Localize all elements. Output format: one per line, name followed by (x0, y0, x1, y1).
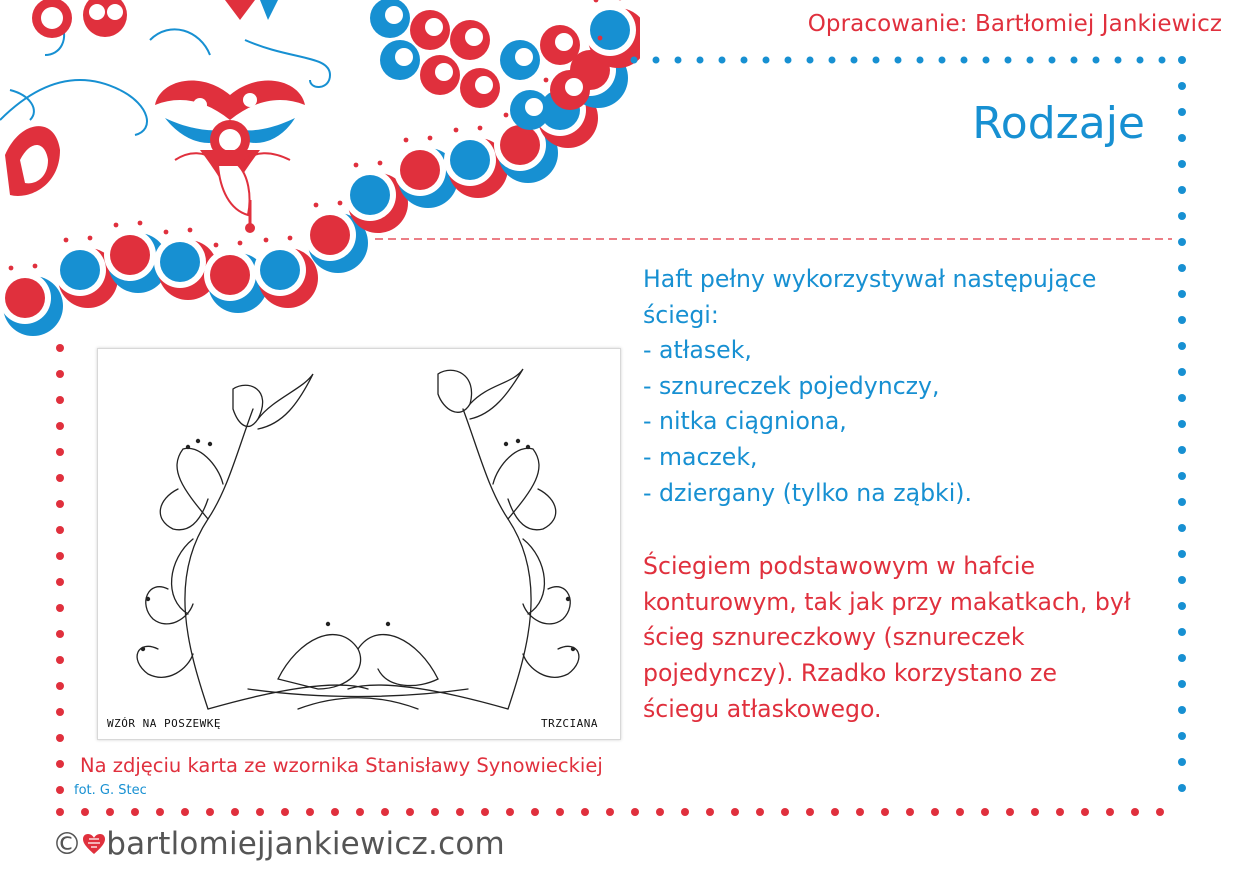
frame-dot (631, 57, 638, 64)
frame-dot (829, 57, 836, 64)
frame-dot (56, 604, 64, 612)
frame-dot (906, 808, 914, 816)
frame-dot (506, 808, 514, 816)
frame-dot (606, 808, 614, 816)
frame-dot (56, 760, 64, 768)
text-line: Ściegiem podstawowym w hafcie (643, 552, 1035, 581)
frame-dot (106, 808, 114, 816)
outline-paragraph (643, 549, 1203, 727)
frame-dot (56, 448, 64, 456)
heart-icon (82, 826, 106, 862)
frame-dot (1178, 134, 1186, 142)
copyright-symbol: © (52, 827, 83, 862)
frame-dot (731, 808, 739, 816)
frame-dot (983, 57, 990, 64)
frame-dot (1137, 57, 1144, 64)
frame-dot (939, 57, 946, 64)
stitch-list (643, 262, 1203, 511)
frame-dot (56, 578, 64, 586)
frame-dot (406, 808, 414, 816)
photo-credit: fot. G. Stec (74, 783, 147, 798)
frame-dot (56, 786, 64, 794)
frame-dot (56, 422, 64, 430)
frame-dot (1106, 808, 1114, 816)
frame-dot (1056, 808, 1064, 816)
list-item: - sznureczek pojedynczy, (643, 371, 940, 400)
frame-dot (1081, 808, 1089, 816)
website-link[interactable]: bartlomiejjankiewicz.com (106, 826, 505, 862)
frame-dot (456, 808, 464, 816)
list-item: - maczek, (643, 442, 758, 471)
author-credit: Opracowanie: Bartłomiej Jankiewicz (807, 11, 1222, 37)
frame-dot (431, 808, 439, 816)
frame-dot (306, 808, 314, 816)
frame-dot (1178, 56, 1186, 64)
frame-dot (1178, 212, 1186, 220)
frame-dot (1156, 808, 1164, 816)
frame-dot (56, 708, 64, 716)
text-line: pojedynczy). Rzadko korzystano ze (643, 658, 1057, 687)
frame-dot (856, 808, 864, 816)
frame-dot (785, 57, 792, 64)
frame-dot (1178, 784, 1186, 792)
frame-dot (806, 808, 814, 816)
description-text (643, 262, 1203, 727)
frame-dot (56, 474, 64, 482)
frame-dot (231, 808, 239, 816)
text-line: ściegi: (643, 300, 719, 329)
wreath-drawing (98, 349, 620, 739)
frame-dot (256, 808, 264, 816)
frame-dot (481, 808, 489, 816)
frame-dot (56, 344, 64, 352)
frame-dot (706, 808, 714, 816)
frame-dot (56, 500, 64, 508)
frame-dot (831, 808, 839, 816)
frame-dot (556, 808, 564, 816)
frame-dot (531, 808, 539, 816)
frame-dot (675, 57, 682, 64)
frame-dot (56, 370, 64, 378)
frame-dot (741, 57, 748, 64)
frame-dot (1178, 186, 1186, 194)
frame-dot (56, 656, 64, 664)
frame-dot (756, 808, 764, 816)
frame-dot (1178, 238, 1186, 246)
frame-dot (1031, 808, 1039, 816)
frame-dot (763, 57, 770, 64)
frame-dot (807, 57, 814, 64)
website-footer (52, 826, 505, 862)
text-line: ścieg sznureczkowy (sznureczek (643, 623, 1025, 652)
frame-dot (331, 808, 339, 816)
frame-dot (1027, 57, 1034, 64)
text-line: ściegu atłaskowego. (643, 694, 882, 723)
frame-dot (851, 57, 858, 64)
frame-dot (1178, 160, 1186, 168)
frame-dot (697, 57, 704, 64)
frame-dot (656, 808, 664, 816)
frame-dot (917, 57, 924, 64)
frame-dot (56, 526, 64, 534)
frame-dot (131, 808, 139, 816)
frame-dot (581, 808, 589, 816)
text-line: konturowym, tak jak przy makatkach, był (643, 587, 1131, 616)
list-item: - atłasek, (643, 336, 752, 365)
frame-dot (56, 396, 64, 404)
frame-dot (1049, 57, 1056, 64)
frame-dot (681, 808, 689, 816)
frame-dot (56, 552, 64, 560)
frame-dot (1131, 808, 1139, 816)
frame-dot (931, 808, 939, 816)
frame-dot (719, 57, 726, 64)
photo-caption: Na zdjęciu karta ze wzornika Stanisławy Synowieckiej (80, 754, 603, 777)
frame-dot (1006, 808, 1014, 816)
frame-dot (56, 682, 64, 690)
frame-dot (1005, 57, 1012, 64)
frame-dot (895, 57, 902, 64)
pattern-card-image (97, 348, 621, 740)
list-item: - dziergany (tylko na ząbki). (643, 478, 972, 507)
frame-dot (1115, 57, 1122, 64)
frame-dot (56, 808, 64, 816)
frame-dot (881, 808, 889, 816)
page-title: Rodzaje (972, 98, 1145, 149)
pattern-origin-label: TRZCIANA (541, 717, 598, 730)
frame-dot (1178, 82, 1186, 90)
pattern-label: WZÓR NA POSZEWKĘ (107, 717, 221, 730)
frame-dot (1178, 758, 1186, 766)
frame-dot (381, 808, 389, 816)
frame-dot (81, 808, 89, 816)
frame-dot (873, 57, 880, 64)
frame-dot (1178, 732, 1186, 740)
frame-dot (961, 57, 968, 64)
frame-dot (156, 808, 164, 816)
frame-dot (56, 630, 64, 638)
frame-dot (1178, 108, 1186, 116)
frame-dot (206, 808, 214, 816)
frame-dot (631, 808, 639, 816)
frame-dot (181, 808, 189, 816)
frame-dot (356, 808, 364, 816)
frame-dot (56, 734, 64, 742)
frame-dot (956, 808, 964, 816)
frame-dot (281, 808, 289, 816)
frame-dot (1071, 57, 1078, 64)
frame-dot (981, 808, 989, 816)
frame-dot (781, 808, 789, 816)
list-item: - nitka ciągniona, (643, 407, 847, 436)
text-line: Haft pełny wykorzystywał następujące (643, 265, 1097, 293)
frame-dot (653, 57, 660, 64)
frame-dot (1093, 57, 1100, 64)
frame-dot (1159, 57, 1166, 64)
